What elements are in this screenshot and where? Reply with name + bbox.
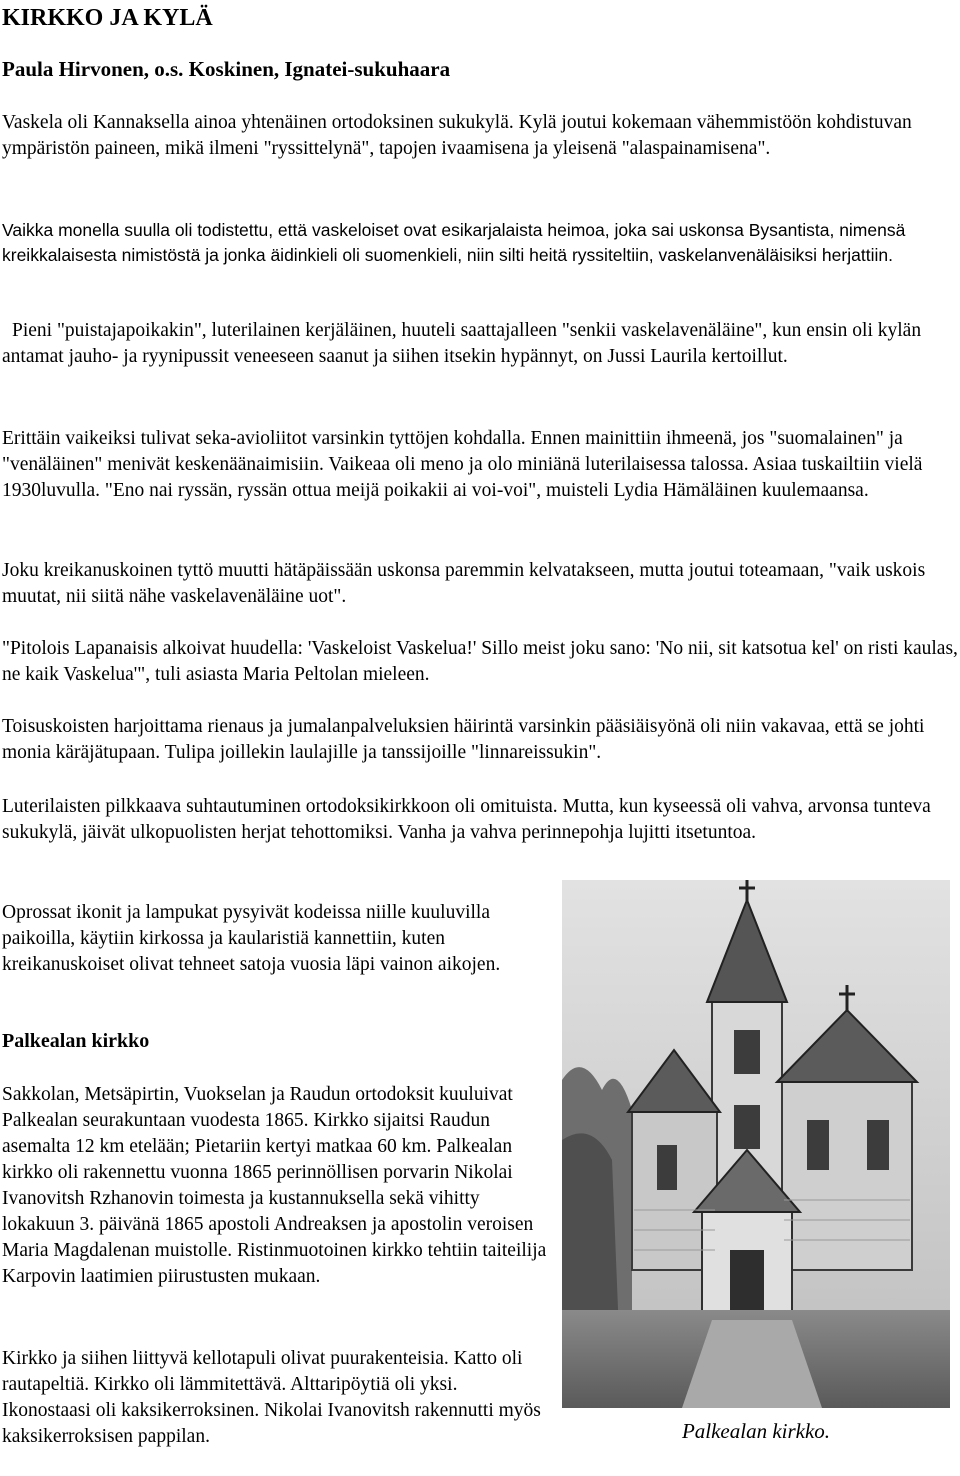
paragraph-mockery: Toisuskoisten harjoittama rienaus ja jumalanpalveluksien häirintä varsinkin pääsiäisyönä oli niin vakavaa, että se johti monia käräjätupaan. Tulipa joillekin laulajille ja tanssijoille "linnareissukin". xyxy=(2,716,925,763)
paragraph-church-structure: Kirkko ja siihen liittyvä kellotapuli olivat puurakenteisia. Katto oli rautapeltiä. Kirkko oli lämmitettävä. Alttaripöytiä oli yksi. Ikonostaasi oli kaksikerroksinen. Nikolai Ivanovitsh rakennutti myös kaksikerroksisen pappilan. xyxy=(2,1348,541,1447)
article-title: KIRKKO JA KYLÄ xyxy=(2,5,213,31)
paragraph-icons: Oprossat ikonit ja lampukat pysyivät kodeissa niille kuuluvilla paikoilla, käytiin kirkossa ja kaularistiä kannettiin, kuten kreikanuskoiset olivat tehneet satoja vuosia läpi vainon aikojen. xyxy=(2,902,501,975)
photo-caption: Palkealan kirkko. xyxy=(681,1419,831,1443)
paragraph-beggar-boy: Pieni "puistajapoikakin", luterilainen kerjäläinen, huuteli saattajalleen "senkii vaskelavenäläine", kun ensin oli kylän antamat jauho- ja ryynipussit veneeseen saanut ja siihen itsekin hypännyt, on Jussi Laurila kertoillut. xyxy=(2,320,922,367)
paragraph-palkeala-history: Sakkolan, Metsäpirtin, Vuokselan ja Raudun ortodoksit kuuluivat Palkealan seurakuntaan vuodesta 1865. Kirkko sijaitsi Raudun asemalta 12 km etelään; Pietariin kertyi matkaa 60 km. Palkealan kirkko oli rakennettu vuonna 1865 perinnöllisen porvarin Nikolai Ivanovitsh Rzhanovin toimesta ja kustannuksella sekä vihitty lokakuun 3. päivänä 1865 apostoli Andreaksen ja apostolin veroisen Maria Magdalenan muistolle. Ristinmuotoinen kirkko tehtiin taiteilija Karpovin laatimien piirustusten mukaan. xyxy=(2,1084,547,1287)
paragraph-intro: Vaskela oli Kannaksella ainoa yhtenäinen ortodoksinen sukukylä. Kylä joutui kokemaan vähemmistöön kohdistuvan ympäristön paineen, mikä ilmeni "ryssittelynä", tapojen ivaamisena ja yleisenä "alaspainamisena". xyxy=(2,112,912,159)
paragraph-conversion: Joku kreikanuskoinen tyttö muutti hätäpäissään uskonsa paremmin kelvatakseen, mutta joutui toteamaan, "vaik uskois muutat, nii siitä nähe vaskelavenäläine uot". xyxy=(2,560,926,607)
article-author: Paula Hirvonen, o.s. Koskinen, Ignatei-sukuhaara xyxy=(2,57,451,81)
paragraph-mixed-marriages: Erittäin vaikeiksi tulivat seka-avioliitot varsinkin tyttöjen kohdalla. Ennen mainittiin ihmeenä, jos "suomalainen" ja "venäläinen" menivät keskenäänaimisiin. Vaikeaa oli meno ja olo miniänä luterilaisessa talossa. Asiaa tuskailtiin vielä 1930luvulla. "Eno nai ryssän, ryssän ottua meijä poikakii ai voi-voi", muisteli Lydia Hämäläinen kuulemaansa. xyxy=(2,428,923,501)
paragraph-lutheran-attitude: Luterilaisten pilkkaava suhtautuminen ortodoksikirkkoon oli omituista. Mutta, kun kyseessä oli vahva, arvonsa tunteva sukukylä, jäivät ulkopuolisten herjat tehottomiksi. Vanha ja vahva perinnepohja lujitti itsetuntoa. xyxy=(2,796,931,843)
church-illustration xyxy=(562,880,950,1408)
section-heading-palkeala: Palkealan kirkko xyxy=(2,1030,150,1052)
paragraph-origin: Vaikka monella suulla oli todistettu, että vaskeloiset ovat esikarjalaista heimoa, joka sai uskonsa Bysantista, nimensä kreikkalaisesta nimistöstä ja jonka äidinkieli oli suomenkieli, niin silti heitä ryssiteltiin, vaskelanvenäläisiksi herjattiin. xyxy=(2,220,906,265)
paragraph-pitolois: "Pitolois Lapanaisis alkoivat huudella: 'Vaskeloist Vaskelua!' Sillo meist joku sano: 'No nii, sit katsotua kel' on risti kaulas, ne kaik Vaskelua'", tuli asiasta Maria Peltolan mieleen. xyxy=(2,638,958,685)
church-photo xyxy=(562,880,950,1408)
